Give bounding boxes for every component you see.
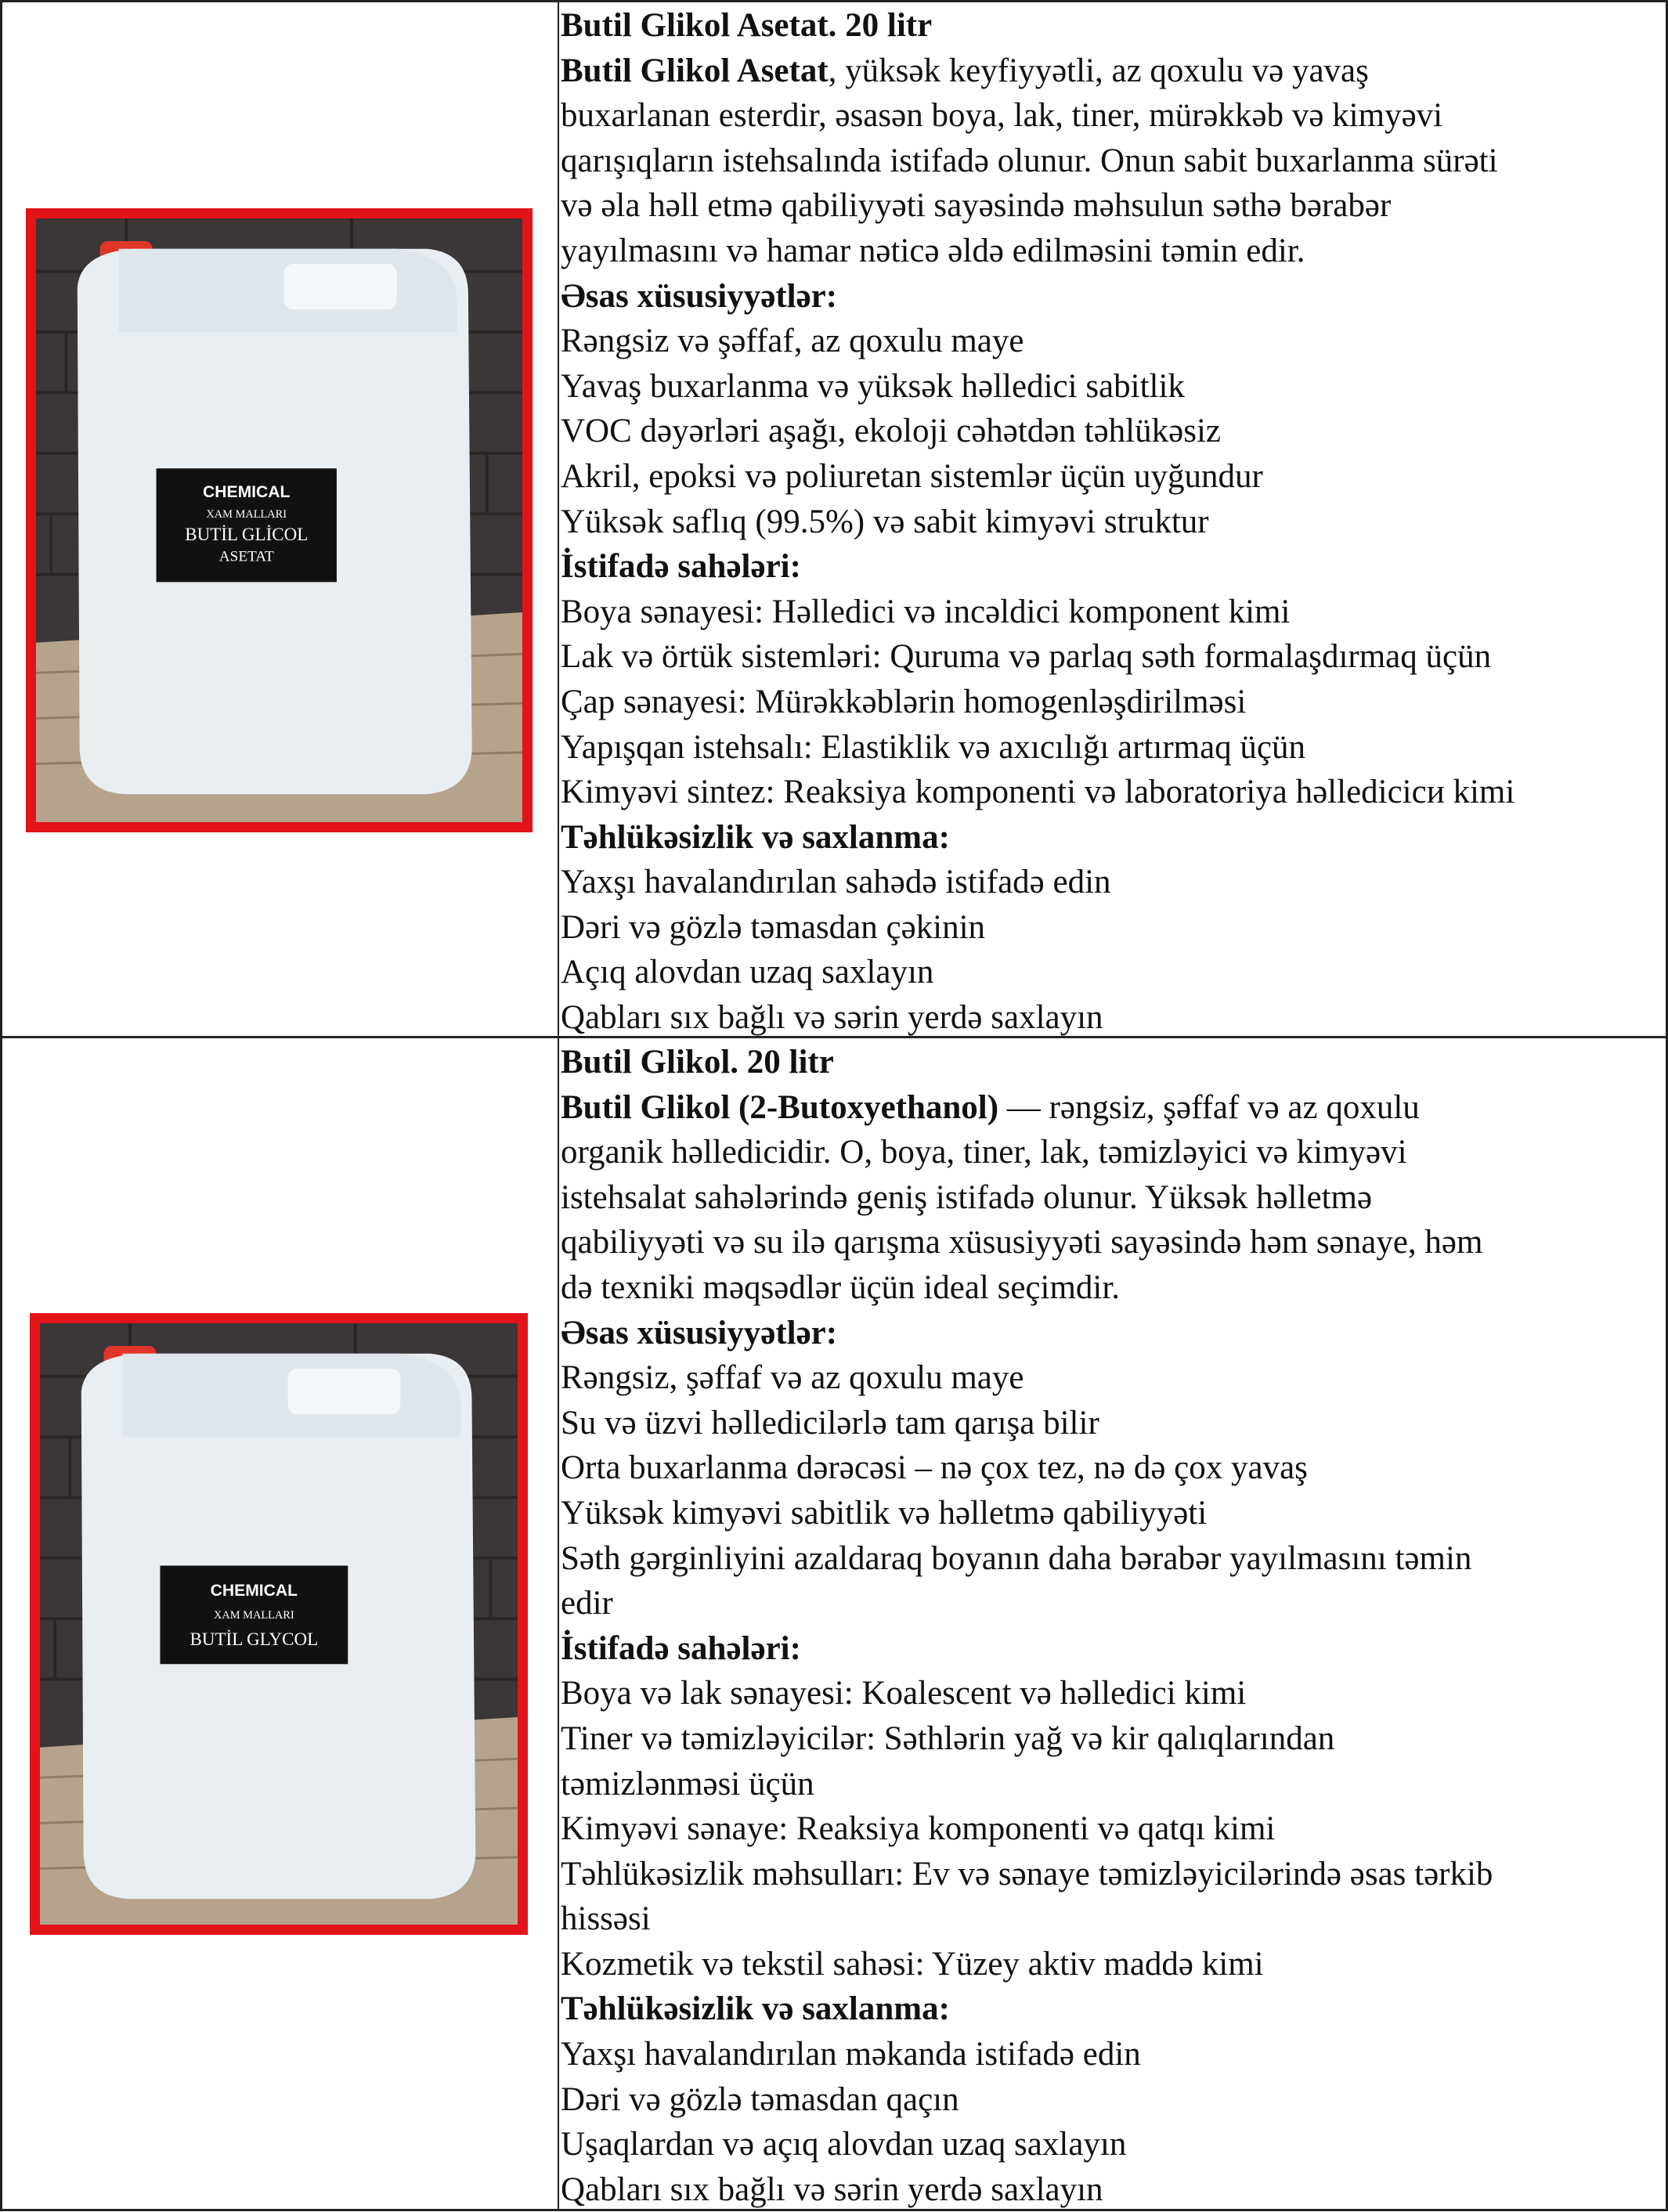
safety-item: Açıq alovdan uzaq saxlayın bbox=[561, 954, 934, 991]
safety-item: Dəri və gözlə təmasdan çəkinin bbox=[561, 908, 986, 946]
feature-item: Su və üzvi həlledicilərlə tam qarışa bilir bbox=[561, 1404, 1099, 1442]
intro-first-line bbox=[561, 49, 1666, 94]
safety-item: Qabları sıx bağlı və sərin yerdə saxlayın bbox=[561, 2171, 1103, 2208]
feature-item: Rəngsiz, şəffaf və az qoxulu maye bbox=[561, 1359, 1024, 1397]
intro-line: qabiliyyəti və su ilə qarışma xüsusiyyəti sayəsində həm sənaye, həm bbox=[561, 1224, 1483, 1261]
uses-heading: İstifadə sahələri: bbox=[561, 1629, 801, 1667]
safety-item: Qabları sıx bağlı və sərin yerdə saxlayın bbox=[561, 999, 1103, 1037]
use-item: Boya və lak sənayesi: Koalescent və həlledici kimi bbox=[561, 1675, 1247, 1712]
use-item: Tiner və təmizləyicilər: Səthlərin yağ və kir qalıqlarından bbox=[561, 1719, 1335, 1757]
label-line3: ASETAT bbox=[218, 548, 274, 565]
use-item: Kimyəvi sintez: Reaksiya komponenti və laboratoriya həllediciси kimi bbox=[561, 774, 1515, 811]
intro-first-line bbox=[561, 1085, 1666, 1131]
product-title: Butil Glikol Asetat. 20 litr bbox=[561, 7, 933, 44]
use-item: Kimyəvi sənaye: Reaksiya komponenti və qatqı kimi bbox=[561, 1810, 1276, 1848]
feature-item: Rəngsiz və şəffaf, az qoxulu maye bbox=[561, 323, 1024, 360]
feature-item: edir bbox=[561, 1585, 613, 1622]
safety-item: Uşaqlardan və açıq alovdan uzaq saxlayın bbox=[561, 2126, 1127, 2163]
intro-line: organik həlledicidir. O, boya, tiner, lak, təmizləyici və kimyəvi bbox=[561, 1134, 1407, 1171]
safety-item: Dəri və gözlə təmasdan qaçın bbox=[561, 2080, 959, 2118]
intro-bold: Butil Glikol Asetat bbox=[561, 52, 829, 89]
feature-item: Yüksək saflıq (99.5%) və sabit kimyəvi struktur bbox=[561, 503, 1209, 540]
label-line1: XAM MALLARI bbox=[206, 508, 287, 521]
use-item: Lak və örtük sistemləri: Quruma və parlaq səth formalaşdırmaq üçün bbox=[561, 638, 1492, 676]
use-item: Yapışqan istehsalı: Elastiklik və axıcılığı artırmaq üçün bbox=[561, 728, 1306, 766]
label-line2: BUTİL GLYCOL bbox=[190, 1628, 319, 1650]
safety-heading: Təhlükəsizlik və saxlanma: bbox=[561, 1990, 950, 2028]
intro-line: də texniki məqsədlər üçün ideal seçimdir. bbox=[561, 1268, 1121, 1306]
intro-line: yayılmasını və hamar nəticə əldə edilməsini təmin edir. bbox=[561, 232, 1305, 269]
use-item: təmizlənməsi üçün bbox=[561, 1765, 814, 1802]
feature-item: Akril, epoksi və poliuretan sistemlər üçün uyğundur bbox=[561, 457, 1263, 495]
table-top-border bbox=[0, 0, 1668, 2]
product-photo-butil-glikol bbox=[30, 1313, 528, 1935]
feature-item: Yüksək kimyəvi sabitlik və həlletmə qabiliyyəti bbox=[561, 1494, 1208, 1532]
use-item: hissəsi bbox=[561, 1900, 651, 1938]
use-item: Kozmetik və tekstil sahəsi: Yüzey aktiv maddə kimi bbox=[561, 1945, 1264, 1983]
product-description-2 bbox=[559, 1040, 1666, 2212]
uses-heading: İstifadə sahələri: bbox=[561, 548, 801, 586]
label-line2: BUTİL GLİCOL bbox=[185, 525, 309, 546]
intro-line: qarışıqların istehsalında istifadə olunur. Onun sabit buxarlanma sürəti bbox=[561, 142, 1498, 179]
table-left-border bbox=[0, 0, 2, 2211]
use-item: Çap sənayesi: Mürəkkəblərin homogenləşdirilməsi bbox=[561, 683, 1247, 720]
feature-item: Yavaş buxarlanma və yüksək həlledici sabitlik bbox=[561, 367, 1185, 405]
product-title: Butil Glikol. 20 litr bbox=[561, 1044, 834, 1081]
intro-rest: — rəngsiz, şəffaf və az qoxulu bbox=[998, 1088, 1420, 1126]
intro-bold: Butil Glikol (2-Butoxyethanol) bbox=[561, 1088, 999, 1126]
intro-line: və əla həll etmə qabiliyyəti sayəsində məhsulun səthə bərabər bbox=[561, 187, 1392, 225]
intro-line: istehsalat sahələrində geniş istifadə olunur. Yüksək həlletmə bbox=[561, 1178, 1373, 1216]
safety-item: Yaxşı havalandırılan məkanda istifadə edin bbox=[561, 2036, 1141, 2073]
jerrycan-image bbox=[40, 1323, 518, 1925]
safety-heading: Təhlükəsizlik və saxlanma: bbox=[561, 818, 950, 856]
label-brand: CHEMICAL bbox=[210, 1582, 298, 1600]
label-line1: XAM MALLARI bbox=[214, 1609, 294, 1622]
use-item: Boya sənayesi: Həlledici və incəldici komponent kimi bbox=[561, 593, 1291, 630]
label-brand: CHEMICAL bbox=[203, 482, 291, 502]
features-heading: Əsas xüsusiyyətlər: bbox=[561, 277, 838, 315]
feature-item: VOC dəyərləri aşağı, ekoloji cəhətdən təhlükəsiz bbox=[561, 413, 1221, 450]
safety-item: Yaxşı havalandırılan sahədə istifadə edin bbox=[561, 864, 1111, 901]
jerrycan-image bbox=[36, 218, 522, 822]
product-description-1 bbox=[559, 3, 1666, 1041]
feature-item: Orta buxarlanma dərəcəsi – nə çox tez, nə də çox yavaş bbox=[561, 1449, 1308, 1487]
use-item: Təhlükəsizlik məhsulları: Ev və sənaye təmizləyicilərində əsas tərkib bbox=[561, 1855, 1493, 1893]
intro-rest: , yüksək keyfiyyətli, az qoxulu və yavaş bbox=[828, 52, 1369, 89]
product-photo-butil-glikol-asetat bbox=[26, 208, 533, 832]
features-heading: Əsas xüsusiyyətlər: bbox=[561, 1314, 838, 1351]
feature-item: Səth gərginliyini azaldaraq boyanın daha bərabər yayılmasını təmin bbox=[561, 1539, 1472, 1577]
intro-line: buxarlanan esterdir, əsasən boya, lak, tiner, mürəkkəb və kimyəvi bbox=[561, 97, 1443, 135]
